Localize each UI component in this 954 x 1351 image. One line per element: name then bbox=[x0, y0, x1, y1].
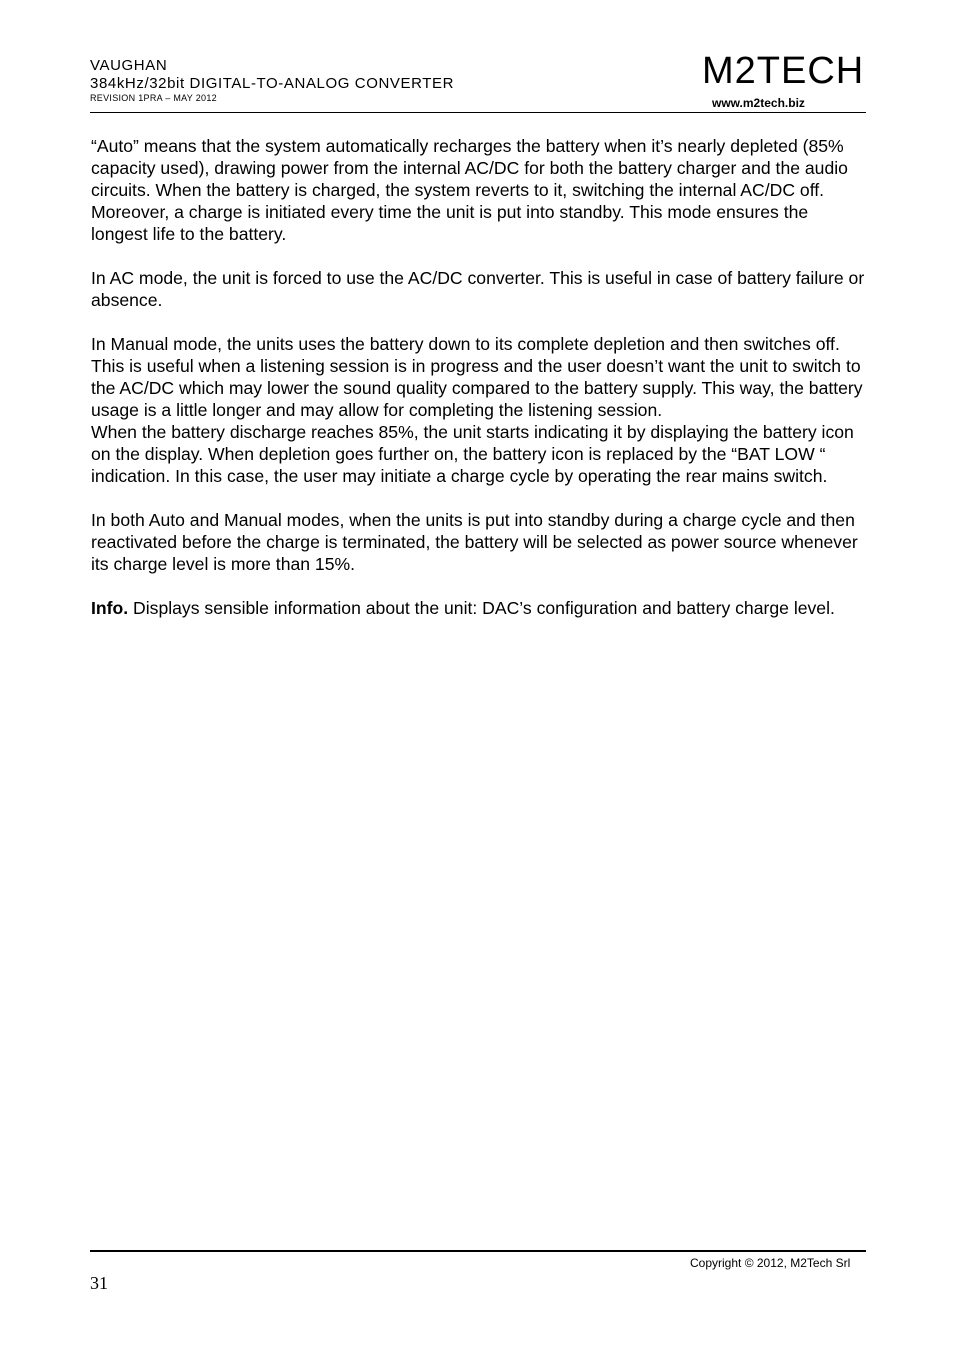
product-subtitle: 384kHz/32bit DIGITAL-TO-ANALOG CONVERTER bbox=[90, 75, 455, 92]
page-number: 31 bbox=[90, 1273, 108, 1293]
paragraph-battery-discharge: When the battery discharge reaches 85%, the unit starts indicating it by displaying the battery icon on the display. When depletion goes further on, the battery icon is replaced by the “BAT LOW “ indication. In this case, the user may initiate a charge cycle by operating the rear mains switch. bbox=[91, 422, 854, 486]
paragraph-ac-mode: In AC mode, the unit is forced to use the AC/DC converter. This is useful in case of battery failure or absence. bbox=[91, 268, 865, 310]
brand-logo: M2TECH bbox=[702, 50, 865, 92]
paragraph-info bbox=[91, 597, 866, 619]
paragraph-gap bbox=[91, 487, 866, 509]
info-text: Displays sensible information about the unit: DAC’s configuration and battery charge level. bbox=[128, 598, 835, 618]
paragraph-manual-mode: In Manual mode, the units uses the battery down to its complete depletion and then switches off. This is useful when a listening session is in progress and the user doesn’t want the unit to switch to the AC/DC which may lower the sound quality compared to the battery supply. This way, the battery usage is a little longer and may allow for completing the listening session. bbox=[91, 334, 863, 420]
paragraph-gap bbox=[91, 575, 866, 597]
paragraph-standby: In both Auto and Manual modes, when the units is put into standby during a charge cycle and then reactivated before the charge is terminated, the battery will be selected as power source whenever its charge level is more than 15%. bbox=[91, 510, 858, 574]
paragraph-gap bbox=[91, 245, 866, 267]
paragraph-auto-mode: “Auto” means that the system automatically recharges the battery when it’s nearly depleted (85% capacity used), drawing power from the internal AC/DC for both the battery charger and the audio circuits. When the battery is charged, the system reverts to it, switching the internal AC/DC off. Moreover, a charge is initiated every time the unit is put into standby. This mode ensures the longest life to the battery. bbox=[91, 136, 848, 244]
document-header bbox=[90, 57, 454, 104]
product-name: VAUGHAN bbox=[90, 57, 168, 74]
footer-divider bbox=[90, 1250, 866, 1252]
info-label: Info. bbox=[91, 598, 129, 618]
revision-label: REVISION 1PRA – MAY 2012 bbox=[90, 93, 217, 103]
paragraph-gap bbox=[91, 311, 866, 333]
copyright-notice: Copyright © 2012, M2Tech Srl bbox=[690, 1256, 851, 1270]
body-text bbox=[91, 135, 866, 619]
header-divider bbox=[90, 112, 866, 113]
website-link[interactable]: www.m2tech.biz bbox=[712, 96, 805, 110]
